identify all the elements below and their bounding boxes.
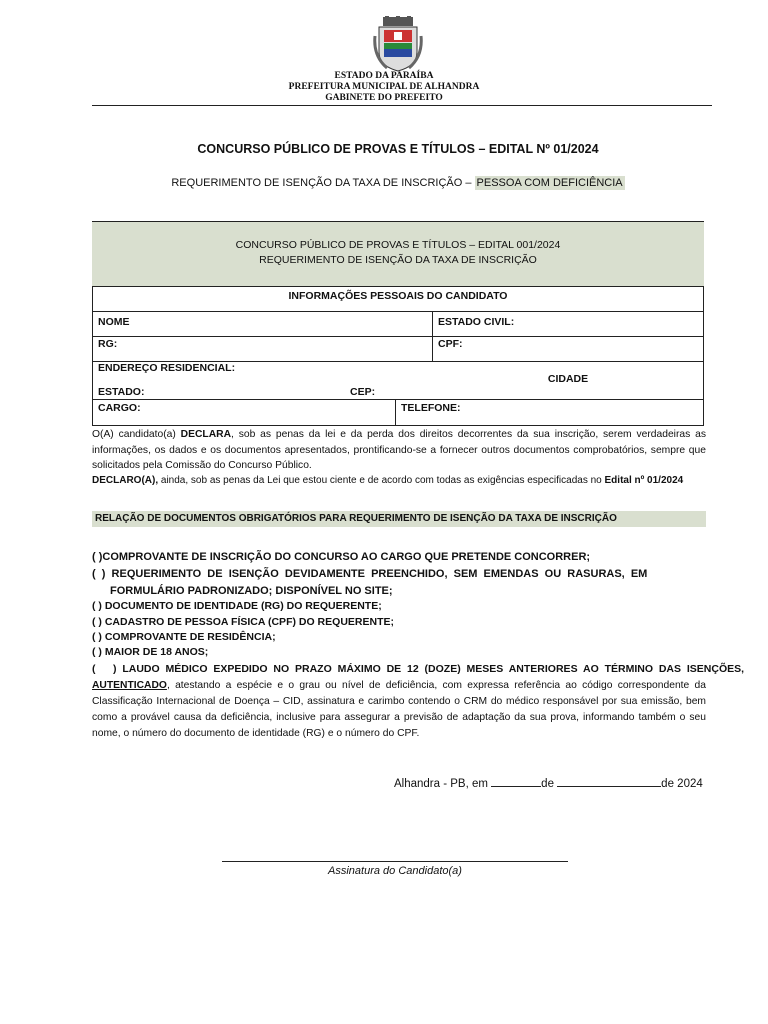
header-office: GABINETE DO PREFEITO: [325, 93, 443, 103]
doc-item-laudo: [92, 661, 745, 742]
declaration-paragraph: [92, 427, 706, 474]
header-municipality: PREFEITURA MUNICIPAL DE ALHANDRA: [288, 82, 480, 92]
subtitle-prefix: REQUERIMENTO DE ISENÇÃO DA TAXA DE INSCRIÇÃO –: [171, 177, 472, 189]
autenticado-bold: AUTENTICADO: [92, 680, 167, 691]
nome-field[interactable]: NOME: [93, 312, 433, 336]
doc-item-rg: ( ) DOCUMENTO DE IDENTIDADE (RG) DO REQUERENTE;: [92, 600, 382, 612]
box-title-line1: CONCURSO PÚBLICO DE PROVAS E TÍTULOS – EDITAL 001/2024: [235, 239, 561, 251]
declaration-text-rest: , sob as penas da lei e da perda dos direitos decorrentes da sua inscrição, serem verdadeiras as informações, os dados e os documentos apresentados, prontificando-se a fornecer outros documentos comprobatórios, sempre que solicitados pela Comissão do Concurso Público.: [92, 429, 706, 471]
form-row-rg: [93, 337, 703, 362]
doc-item-comprovante-inscricao: ( )COMPROVANTE DE INSCRIÇÃO DO CONCURSO AO CARGO QUE PRETENDE CONCORRER;: [92, 551, 591, 563]
form-section-title: INFORMAÇÕES PESSOAIS DO CANDIDATO: [288, 290, 508, 302]
box-title-line2: REQUERIMENTO DE ISENÇÃO DA TAXA DE INSCRIÇÃO: [259, 254, 537, 266]
subtitle-highlight: PESSOA COM DEFICIÊNCIA: [476, 177, 623, 189]
cep-field[interactable]: CEP:: [350, 386, 376, 398]
telefone-field[interactable]: TELEFONE:: [401, 402, 461, 414]
form-row-cargo: [93, 400, 703, 425]
laudo-bold: ( ) LAUDO MÉDICO EXPEDIDO NO PRAZO MÁXIMO DE 12 (DOZE) MESES ANTERIORES AO TÉRMINO DAS ISENÇÕES,: [92, 663, 745, 675]
estado-field[interactable]: ESTADO:: [98, 386, 145, 398]
header-divider: [92, 105, 712, 106]
year-value: 2024: [677, 778, 703, 790]
doc-item-maior-idade: ( ) MAIOR DE 18 ANOS;: [92, 646, 209, 658]
candidate-form: [92, 286, 704, 426]
cidade-field[interactable]: CIDADE: [547, 373, 589, 385]
estado-civil-field[interactable]: ESTADO CIVIL:: [438, 316, 515, 328]
doc-item-residencia: ( ) COMPROVANTE DE RESIDÊNCIA;: [92, 631, 276, 643]
cargo-field[interactable]: CARGO:: [93, 400, 396, 425]
form-header-box: [92, 221, 704, 286]
place-prefix: Alhandra - PB, em: [394, 778, 488, 790]
form-section-row: [93, 287, 703, 312]
header-state: ESTADO DA PARAÍBA: [334, 71, 434, 81]
laudo-text: , atestando a espécie e o grau ou nível de deficiência, com expressa referência ao código correspondente da Classificação Internacional de Doença – CID, assinatura e carimbo contendo o CRM do médico responsável por sua emissão, bem como a provável causa da deficiência, inclusive para assegurar a previsão de adaptação da sua prova, informando também o seu nome, o número do documento de identidade (RG) e o número do CPF.: [92, 680, 706, 739]
day-blank[interactable]: [491, 776, 541, 787]
de-label-1: de: [541, 778, 554, 790]
declaro-bold: DECLARO(A),: [92, 475, 159, 486]
edital-reference: Edital nº 01/2024: [604, 475, 684, 486]
form-row-nome: [93, 312, 703, 337]
documents-section-title: RELAÇÃO DE DOCUMENTOS OBRIGATÓRIOS PARA REQUERIMENTO DE ISENÇÃO DA TAXA DE INSCRIÇÃO: [92, 511, 706, 527]
month-blank[interactable]: [557, 776, 661, 787]
declaro-text: ainda, sob as penas da Lei que estou ciente e de acordo com todas as exigências especificadas no: [158, 475, 605, 486]
de-label-2: de: [661, 778, 674, 790]
declaro-paragraph: [92, 473, 706, 489]
endereco-field[interactable]: ENDEREÇO RESIDENCIAL:: [98, 362, 236, 374]
doc-item-requerimento-cont: FORMULÁRIO PADRONIZADO; DISPONÍVEL NO SITE;: [110, 585, 393, 597]
rg-field[interactable]: RG:: [93, 337, 433, 361]
coat-of-arms-logo: [373, 16, 423, 72]
document-subtitle: [0, 177, 768, 189]
doc-item-requerimento: ( ) REQUERIMENTO DE ISENÇÃO DEVIDAMENTE PREENCHIDO, SEM EMENDAS OU RASURAS, EM: [92, 568, 648, 580]
signature-line[interactable]: [222, 861, 568, 862]
signature-label: Assinatura do Candidato(a): [328, 865, 462, 877]
declara-bold: DECLARA: [180, 429, 232, 440]
document-title: CONCURSO PÚBLICO DE PROVAS E TÍTULOS – EDITAL Nº 01/2024: [197, 142, 599, 156]
doc-item-cpf: ( ) CADASTRO DE PESSOA FÍSICA (CPF) DO REQUERENTE;: [92, 616, 394, 628]
form-row-endereco: [93, 362, 703, 400]
place-date-line: [394, 776, 703, 790]
cpf-field[interactable]: CPF:: [438, 338, 463, 350]
declaration-text: O(A) candidato(a): [92, 429, 181, 440]
